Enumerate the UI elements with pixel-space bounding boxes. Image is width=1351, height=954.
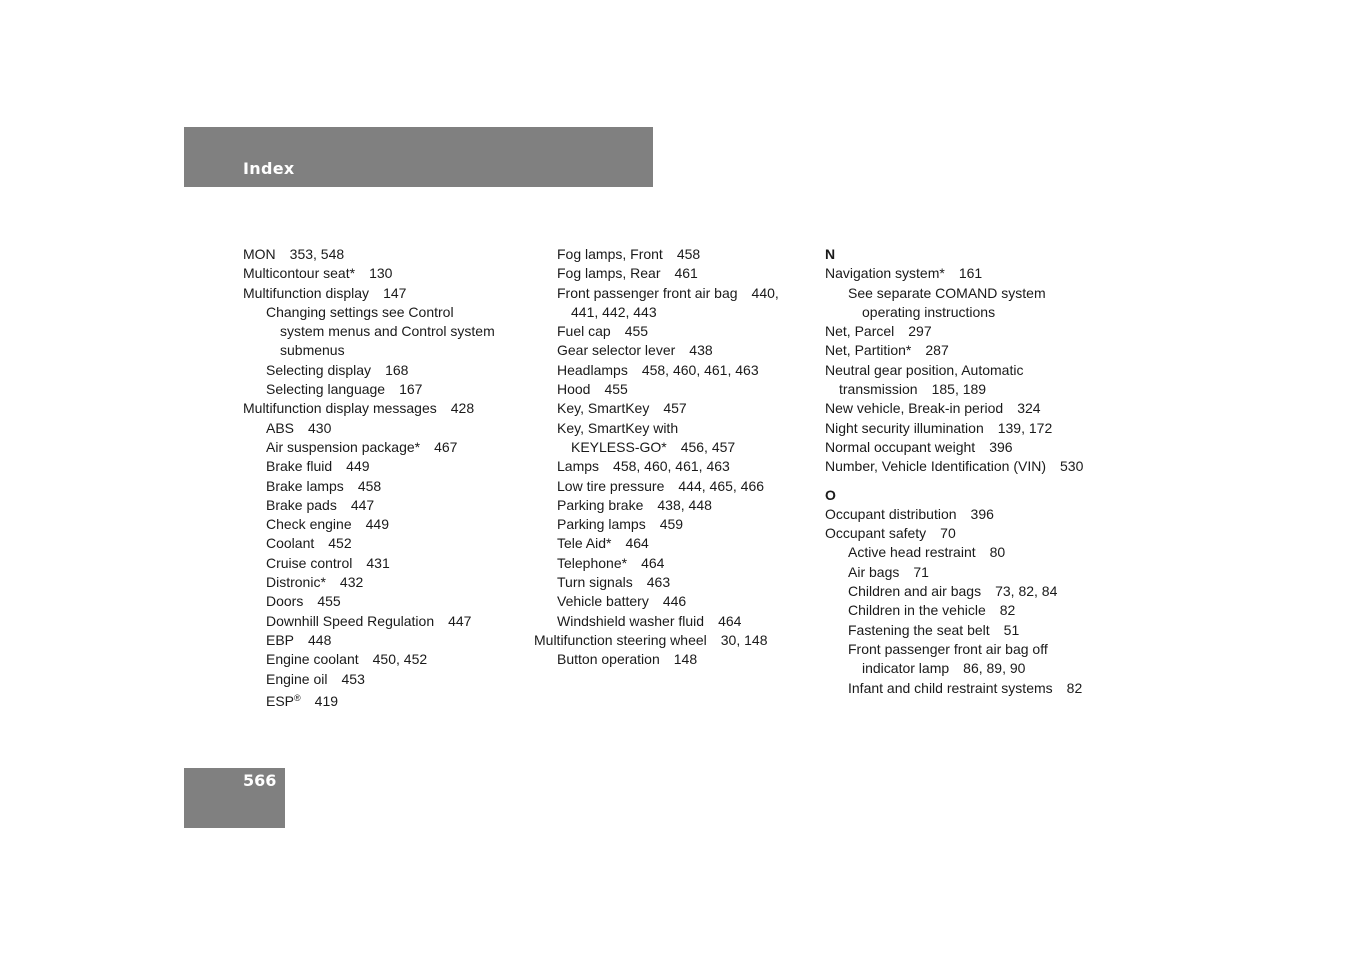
index-entry-pages: 449	[346, 458, 370, 475]
index-entry	[534, 631, 819, 650]
index-entry	[534, 341, 819, 360]
index-entry	[825, 380, 1115, 399]
index-entry-term: Active head restraint	[848, 544, 976, 561]
index-entry	[534, 477, 819, 496]
index-entry-pages: 185, 189	[931, 381, 987, 398]
index-entry-term: Gear selector lever	[557, 342, 676, 359]
index-entry	[534, 303, 819, 322]
index-entry-pages: 456, 457	[680, 438, 736, 455]
index-entry-pages: 353, 548	[289, 246, 345, 262]
index-entry-pages: 82	[1066, 679, 1083, 696]
index-column-1	[243, 245, 528, 708]
index-entry	[243, 361, 528, 380]
index-entry-pages: 446	[662, 593, 687, 610]
index-entry-term: See separate COMAND system	[848, 284, 1046, 301]
index-entry-term: Fog lamps, Rear	[557, 265, 661, 282]
index-entry	[534, 515, 819, 534]
index-entry	[243, 631, 528, 650]
index-entry	[243, 612, 528, 631]
index-entry-term: Fastening the seat belt	[848, 621, 990, 638]
index-entry	[243, 438, 528, 457]
index-entry-term: Hood	[557, 381, 591, 398]
index-entry-term: Changing settings see Control	[266, 303, 454, 320]
index-entry	[243, 573, 528, 592]
index-entry	[243, 419, 528, 438]
index-entry-term: Parking lamps	[557, 516, 646, 533]
index-entry-pages: 464	[625, 535, 649, 552]
index-entry	[534, 438, 819, 457]
index-entry	[534, 650, 819, 669]
index-entry-term: Normal occupant weight	[825, 438, 976, 455]
index-letter-heading: O	[825, 486, 836, 503]
index-entry	[243, 322, 528, 341]
index-entry-pages: 82	[999, 602, 1016, 619]
index-entry-pages: 452	[328, 535, 352, 552]
index-entry-pages: 428	[450, 400, 475, 417]
index-entry-term: Low tire pressure	[557, 477, 665, 494]
index-entry	[825, 341, 1115, 360]
index-entry-term: EBP	[266, 631, 295, 648]
index-entry	[534, 380, 819, 399]
index-entry-term: system menus and Control system	[280, 323, 495, 340]
index-entry-pages: 168	[385, 361, 409, 378]
index-entry	[534, 496, 819, 515]
index-entry	[534, 264, 819, 283]
index-entry	[243, 496, 528, 515]
page-number: 566	[243, 771, 277, 790]
header-bar	[184, 127, 653, 187]
index-entry	[825, 284, 1115, 303]
index-entry-pages: 430	[308, 419, 332, 436]
registered-mark: ®	[294, 692, 301, 703]
index-entry-pages: 71	[913, 563, 929, 580]
index-entry-pages: 450, 452	[372, 651, 428, 668]
index-entry-pages: 464	[718, 612, 742, 629]
index-column-3	[825, 245, 1115, 698]
index-entry-pages: 431	[366, 554, 390, 571]
index-entry-term: Fuel cap	[557, 323, 611, 340]
index-entry-pages: 396	[970, 505, 994, 522]
index-entry	[825, 438, 1115, 457]
index-entry	[825, 679, 1115, 698]
index-entry-term: Engine coolant	[266, 651, 359, 668]
section-gap	[825, 477, 1115, 486]
index-entry-term: Multifunction steering wheel	[534, 631, 707, 648]
index-entry	[534, 592, 819, 611]
index-letter-heading: N	[825, 246, 836, 262]
index-entry	[534, 457, 819, 476]
index-entry-pages: 438, 448	[657, 496, 712, 513]
index-entry-term: Coolant	[266, 535, 315, 552]
index-entry	[825, 457, 1115, 476]
index-entry-term: MON	[243, 246, 276, 262]
index-entry-pages: 458	[676, 246, 701, 262]
index-entry-term: Key, SmartKey with	[557, 419, 679, 436]
index-entry	[825, 659, 1115, 678]
index-entry-term: Occupant distribution	[825, 505, 957, 522]
index-entry-term: Telephone*	[557, 554, 628, 571]
index-entry-pages: 449	[365, 516, 389, 533]
index-entry-term: ESP	[266, 692, 295, 709]
index-entry-pages: 459	[659, 516, 684, 533]
index-entry-term: Night security illumination	[825, 419, 984, 436]
index-entry	[534, 419, 819, 438]
index-entry-term: Brake lamps	[266, 477, 344, 494]
index-entry-pages: 51	[1003, 621, 1020, 638]
index-entry-term: Selecting language	[266, 381, 386, 398]
index-entry-pages: 419	[314, 692, 339, 709]
index-entry-term: Infant and child restraint systems	[848, 679, 1053, 696]
index-entry-term: indicator lamp	[862, 660, 950, 677]
index-entry	[825, 399, 1115, 418]
index-entry-term: Parking brake	[557, 496, 644, 513]
index-entry-term: Navigation system*	[825, 265, 945, 282]
index-entry-term: Brake fluid	[266, 458, 333, 475]
index-entry	[825, 563, 1115, 582]
index-entry	[825, 543, 1115, 562]
index-entry-pages: 396	[989, 438, 1013, 455]
index-entry-pages: 70	[940, 525, 956, 542]
index-entry-pages: 444, 465, 466	[678, 477, 765, 494]
index-entry	[825, 640, 1115, 659]
index-entry	[243, 515, 528, 534]
index-column-2	[534, 245, 819, 670]
index-entry-term: Net, Partition*	[825, 342, 912, 359]
index-entry	[825, 601, 1115, 620]
index-entry-term: submenus	[280, 342, 345, 359]
index-entry-term: 441, 442, 443	[571, 303, 657, 320]
index-entry	[243, 689, 528, 708]
index-entry	[243, 534, 528, 553]
index-entry	[243, 341, 528, 360]
index-entry	[825, 524, 1115, 543]
index-entry	[534, 245, 819, 264]
index-entry-term: Occupant safety	[825, 525, 927, 542]
index-entry-pages: 458, 460, 461, 463	[641, 361, 759, 378]
index-entry	[534, 284, 819, 303]
index-entry-term: Vehicle battery	[557, 593, 649, 610]
index-entry	[243, 284, 528, 303]
page-number-box	[184, 768, 285, 828]
index-entry	[534, 554, 819, 573]
index-entry	[243, 592, 528, 611]
index-entry-term: Distronic*	[266, 574, 326, 591]
index-entry-term: Children in the vehicle	[848, 602, 986, 619]
index-entry-pages: 453	[341, 670, 365, 687]
index-entry-term: KEYLESS-GO*	[571, 438, 667, 455]
index-entry-term: Tele Aid*	[557, 535, 612, 552]
index-entry-pages: 461	[674, 265, 698, 282]
index-entry-term: Neutral gear position, Automatic	[825, 361, 1024, 378]
index-entry	[825, 505, 1115, 524]
index-entry-term: Check engine	[266, 516, 352, 533]
index-entry-pages: 463	[646, 574, 671, 591]
index-entry	[534, 361, 819, 380]
index-entry-term: Front passenger front air bag off	[848, 640, 1048, 657]
index-entry-pages: 324	[1017, 400, 1041, 417]
index-entry-pages: 455	[317, 593, 341, 610]
index-entry-pages: 30, 148	[720, 631, 768, 648]
index-entry-term: transmission	[839, 381, 918, 398]
index-entry-term: Doors	[266, 593, 304, 610]
index-entry	[825, 303, 1115, 322]
index-entry-term: Front passenger front air bag	[557, 284, 738, 301]
index-entry-pages: 147	[383, 284, 407, 301]
index-entry	[243, 554, 528, 573]
index-entry-pages: 139, 172	[997, 419, 1053, 436]
index-entry-term: Air suspension package*	[266, 438, 421, 455]
index-entry-term: Air bags	[848, 563, 900, 580]
index-entry	[825, 322, 1115, 341]
index-entry-pages: 440,	[751, 284, 779, 301]
index-entry-term: Turn signals	[557, 574, 633, 591]
index-entry-pages: 457	[663, 400, 687, 417]
index-entry	[825, 582, 1115, 601]
index-entry-term: Key, SmartKey	[557, 400, 650, 417]
index-entry-term: Children and air bags	[848, 583, 982, 600]
index-entry	[243, 303, 528, 322]
index-entry	[243, 477, 528, 496]
page-title: Index	[243, 159, 295, 178]
index-entry	[243, 670, 528, 689]
index-entry-pages: 464	[641, 554, 665, 571]
index-entry-pages: 438	[689, 342, 713, 359]
index-entry-term: Multifunction display messages	[243, 400, 437, 417]
index-entry	[243, 399, 528, 418]
index-entry-term: Engine oil	[266, 670, 328, 687]
index-entry-pages: 455	[604, 381, 628, 398]
index-entry-pages: 432	[339, 574, 364, 591]
index-entry	[534, 322, 819, 341]
index-entry-term: Windshield washer fluid	[557, 612, 705, 629]
index-entry-pages: 86, 89, 90	[963, 660, 1026, 677]
index-entry	[243, 380, 528, 399]
index-entry-pages: 287	[925, 342, 949, 359]
index-entry-pages: 130	[369, 265, 393, 282]
index-entry	[825, 264, 1115, 283]
index-entry-term: Selecting display	[266, 361, 372, 378]
index-entry-term: Button operation	[557, 651, 660, 668]
index-entry-pages: 73, 82, 84	[995, 583, 1058, 600]
index-entry-pages: 467	[434, 438, 458, 455]
index-entry-pages: 458	[357, 477, 382, 494]
index-entry-term: Net, Parcel	[825, 323, 895, 340]
index-entry	[534, 534, 819, 553]
index-entry-term: Fog lamps, Front	[557, 246, 663, 262]
index-entry-pages: 80	[989, 544, 1006, 561]
index-entry-term: Headlamps	[557, 361, 628, 378]
index-entry-term: ABS	[266, 419, 295, 436]
index-entry	[534, 573, 819, 592]
index-entry	[243, 650, 528, 669]
index-entry-term: Multifunction display	[243, 284, 370, 301]
index-entry-term: Cruise control	[266, 554, 353, 571]
index-entry-pages: 167	[399, 381, 423, 398]
index-entry-term: Lamps	[557, 458, 600, 475]
index-entry	[534, 399, 819, 418]
index-entry	[243, 245, 528, 264]
index-entry-pages: 455	[624, 323, 649, 340]
index-entry	[825, 621, 1115, 640]
index-entry-pages: 148	[673, 651, 698, 668]
index-entry	[534, 612, 819, 631]
index-entry	[243, 457, 528, 476]
index-entry-pages: 447	[350, 496, 375, 513]
index-entry-pages: 297	[908, 323, 932, 340]
index-entry-term: Brake pads	[266, 496, 337, 513]
index-entry-term: Downhill Speed Regulation	[266, 612, 435, 629]
index-entry-pages: 448	[308, 631, 332, 648]
index-entry	[825, 419, 1115, 438]
index-entry-term: New vehicle, Break-in period	[825, 400, 1004, 417]
index-entry-term: operating instructions	[862, 303, 996, 320]
index-entry	[825, 361, 1115, 380]
index-entry-pages: 458, 460, 461, 463	[613, 458, 730, 475]
index-entry	[243, 264, 528, 283]
index-entry-pages: 447	[448, 612, 472, 629]
index-entry-pages: 161	[958, 265, 983, 282]
index-entry-term: Number, Vehicle Identification (VIN)	[825, 458, 1046, 475]
index-entry-pages: 530	[1060, 458, 1084, 475]
index-entry-term: Multicontour seat*	[243, 265, 356, 282]
